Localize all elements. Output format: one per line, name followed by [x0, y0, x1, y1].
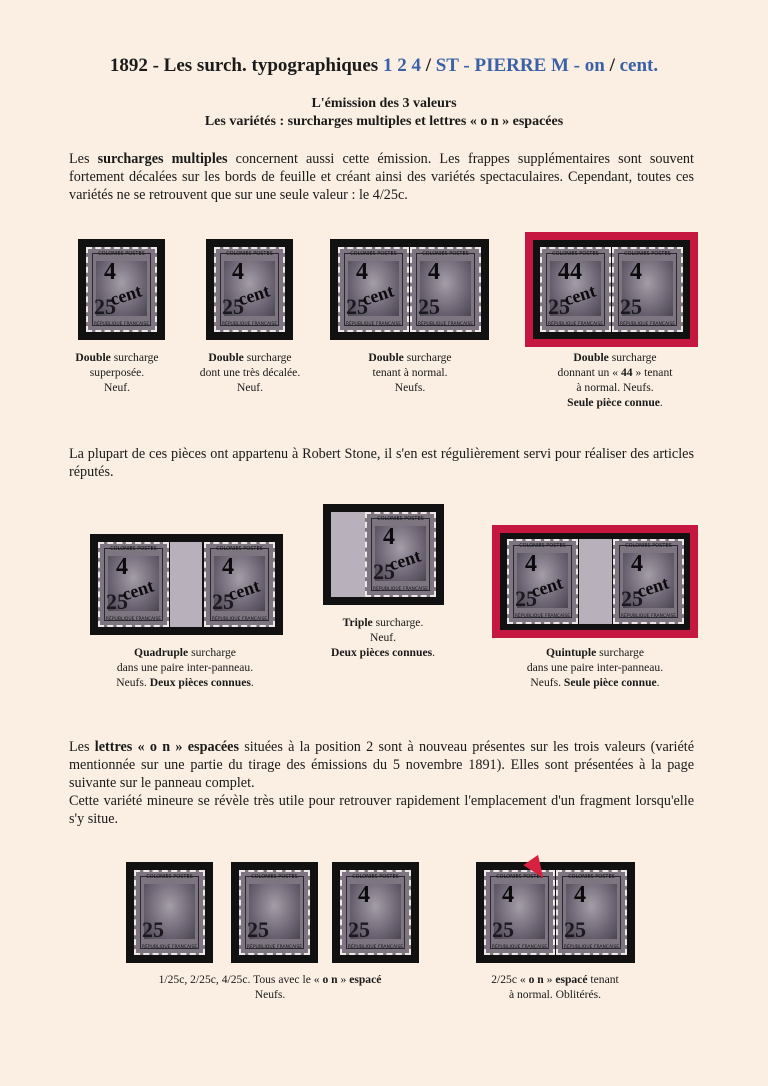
caption: Quadruple surcharge dans une paire inter-panneau. Neufs. Deux pièces connues. [116, 646, 254, 689]
intro-bold: surcharges multiples [97, 151, 228, 167]
intro-paragraph: Les surcharges multiples concernent aussi cette émission. Les frappes supplémentaires sont souvent fortement décalées sur les bords de feuille et créant ainsi des variétés spectaculaires. Cependant, toutes ces variétés ne se retrouvent que sur une seule valeur : le 4/25c. [69, 151, 694, 203]
caption: Double surcharge superposée. Neuf. [75, 351, 159, 394]
paragraph: La plupart de ces pièces ont appartenu à Robert Stone, il s'en est régulièrement servi pour réaliser des articles réputés. [69, 446, 694, 480]
subtitle-line: Les variétés : surcharges multiples et lettres « o n » espacées [204, 114, 564, 129]
title-place: ST - PIERRE M - on [435, 55, 605, 76]
stamp: COLONIES POSTES 25 4 cent RÉPUBLIQUE FRANÇAISE [86, 247, 157, 332]
stamp-mount-1 [78, 239, 165, 340]
stamp-mount-10 [332, 862, 419, 963]
stamp-mount-2 [206, 239, 293, 340]
stamp: COLONIES POSTES 25 RÉPUBLIQUE FRANÇAISE [134, 870, 205, 955]
stamp: COLONIES POSTES 25 4 cent RÉPUBLIQUE FRANÇAISE [204, 542, 275, 627]
stamp: COLONIES POSTES 25 4 cent RÉPUBLIQUE FRANÇAISE [613, 539, 684, 624]
caption: Double surcharge donnant un « 44 » tenant à normal. Neufs. Seule pièce connue. [557, 351, 673, 409]
page-title [0, 55, 768, 77]
stamp: COLONIES POSTES 25 4 cent RÉPUBLIQUE FRANÇAISE [338, 247, 409, 332]
title-numbers: 1 2 4 [382, 55, 421, 76]
stamp: COLONIES POSTES 25 4 RÉPUBLIQUE FRANÇAISE [410, 247, 481, 332]
stamp: COLONIES POSTES 25 44 cent RÉPUBLIQUE FRANÇAISE [540, 247, 611, 332]
para-bold: lettres « o n » espacées [94, 739, 239, 755]
title-slash: / [420, 55, 436, 76]
stamp: COLONIES POSTES 25 4 cent RÉPUBLIQUE FRANÇAISE [214, 247, 285, 332]
title-slash: / [604, 55, 620, 76]
caption: Double surcharge tenant à normal. Neufs. [368, 351, 452, 394]
stamp: COLONIES POSTES 25 4 RÉPUBLIQUE FRANÇAISE [556, 870, 627, 955]
stamp: COLONIES POSTES 25 4 RÉPUBLIQUE FRANÇAISE [340, 870, 411, 955]
subtitle-line: L'émission des 3 valeurs [311, 96, 457, 111]
stamp-mount-4 [525, 232, 698, 347]
stamp-mount-3 [330, 239, 489, 340]
stamp: COLONIES POSTES 25 4 cent RÉPUBLIQUE FRANÇAISE [365, 512, 436, 597]
stamp-mount-8 [126, 862, 213, 963]
stamp-mount-11 [476, 862, 635, 963]
stamp-mount-9 [231, 862, 318, 963]
caption: 2/25c « o n » espacé tenant à normal. Oblitérés. [491, 973, 619, 1001]
stamp-mount-5 [90, 534, 283, 635]
caption: Quintuple surcharge dans une paire inter-panneau. Neufs. Seule pièce connue. [526, 646, 664, 689]
stamp: COLONIES POSTES 25 4 RÉPUBLIQUE FRANÇAISE [612, 247, 683, 332]
stamp: COLONIES POSTES 25 4 cent RÉPUBLIQUE FRANÇAISE [507, 539, 578, 624]
stamp: COLONIES POSTES 25 4 cent RÉPUBLIQUE FRANÇAISE [98, 542, 169, 627]
caption: Triple surcharge. Neuf. Deux pièces connues. [330, 616, 436, 659]
stamp: COLONIES POSTES 25 4 RÉPUBLIQUE FRANÇAISE [484, 870, 555, 955]
title-unit: cent. [619, 55, 659, 76]
stamp: COLONIES POSTES 25 RÉPUBLIQUE FRANÇAISE [239, 870, 310, 955]
caption: Double surcharge dont une très décalée. Neuf. [199, 351, 301, 394]
stamp-mount-6 [323, 504, 444, 605]
stamp-mount-7 [492, 525, 698, 638]
title-prefix: 1892 - Les surch. typographiques [109, 55, 379, 76]
caption: 1/25c, 2/25c, 4/25c. Tous avec le « o n » espacé Neufs. [158, 973, 382, 1001]
subtitle [0, 95, 768, 131]
paragraph: Les lettres « o n » espacées situées à la position 2 sont à nouveau présentes sur les trois valeurs (variété mentionnée sur une partie du tirage des émissions du 5 novembre 1891). Elles sont présentées à la page suivante sur le panneau complet. Cette variété mineure se révèle très utile pour retrouver rapidement l'emplacement d'un fragment lorsqu'elle s'y situe. [69, 739, 694, 827]
